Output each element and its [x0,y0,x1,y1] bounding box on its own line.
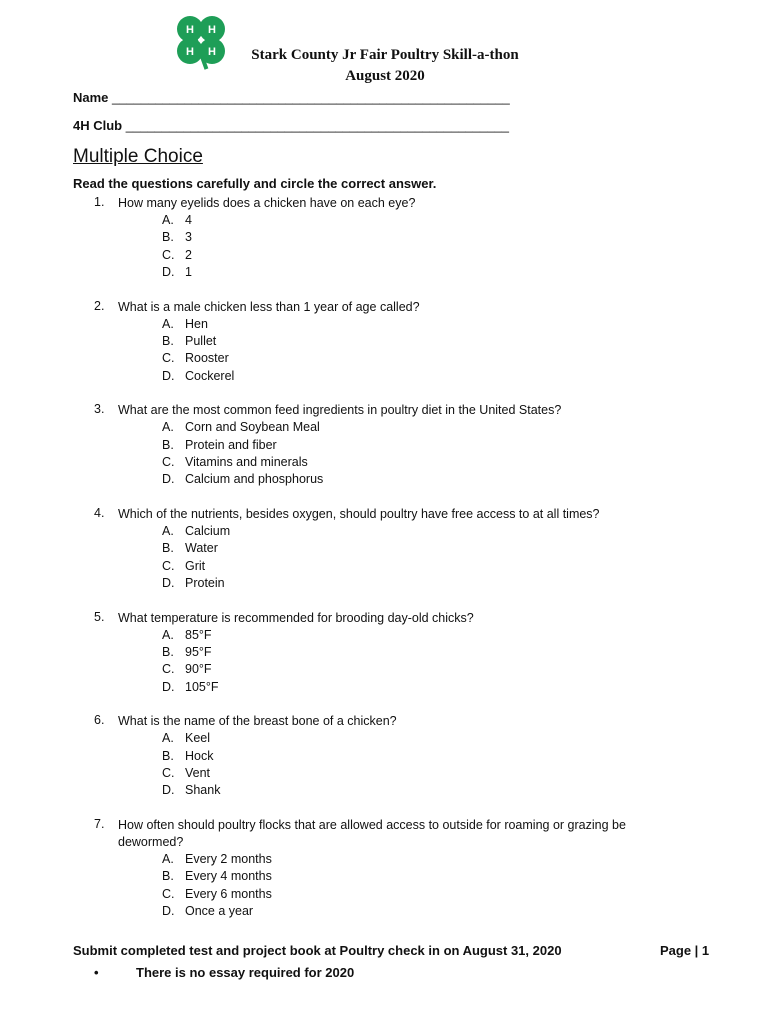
svg-text:H: H [186,24,194,36]
question-number [0,195,118,212]
answer-option[interactable] [0,419,768,436]
answer-option[interactable] [0,730,768,747]
option-text: 95°F [185,644,212,659]
answer-option[interactable] [0,437,768,454]
question-number-text: 6. [94,713,105,728]
option-text: Every 2 months [185,851,272,866]
club-label: 4H Club [73,118,123,133]
bullet-note [94,965,354,980]
question-row [0,195,768,212]
option-letter: D. [162,576,175,591]
option-letter: C. [162,662,175,677]
answer-option[interactable] [0,212,768,229]
question-6 [0,713,768,800]
question-7 [0,817,768,921]
option-letter: A. [162,731,174,746]
option-text: Cockerel [185,368,235,383]
answer-option[interactable] [0,903,768,920]
svg-text:H: H [208,46,216,58]
answer-option[interactable] [0,454,768,471]
title-line-1: Stark County Jr Fair Poultry Skill-a-thon [251,47,519,63]
option-text: 2 [185,247,192,262]
question-3 [0,402,768,489]
option-text: Calcium and phosphorus [185,472,324,487]
answer-option[interactable] [0,679,768,696]
option-letter: D. [162,903,175,918]
option-letter: B. [162,437,174,452]
option-letter: B. [162,334,174,349]
answer-option[interactable] [0,229,768,246]
option-letter: B. [162,869,174,884]
option-letter: C. [162,886,175,901]
option-text: Protein [185,576,225,591]
question-number [0,402,118,419]
question-number [0,713,118,730]
option-text: Calcium [185,523,231,538]
answer-option[interactable] [0,316,768,333]
page-number: Page | 1 [660,943,710,958]
option-letter: D. [162,472,175,487]
answer-option[interactable] [0,350,768,367]
option-letter: A. [162,627,174,642]
question-1 [0,195,768,282]
option-letter: D. [162,265,175,280]
question-number-text: 4. [94,505,105,520]
option-letter: C. [162,455,175,470]
question-number-text: 7. [94,816,105,831]
answer-option[interactable] [0,851,768,868]
question-row [0,506,768,523]
option-text: Grit [185,558,206,573]
question-row [0,713,768,730]
name-label: Name [73,90,109,105]
answer-option[interactable] [0,333,768,350]
option-text: 1 [185,265,192,280]
answer-option[interactable] [0,868,768,885]
answer-option[interactable] [0,471,768,488]
answer-option[interactable] [0,523,768,540]
4h-clover-icon [170,12,232,74]
option-letter: C. [162,558,175,573]
answer-option[interactable] [0,368,768,385]
question-number-text: 2. [94,298,105,313]
question-number-text: 3. [94,402,105,417]
question-text: How many eyelids does a chicken have on each eye? [118,196,416,210]
question-text: How often should poultry flocks that are allowed access to outside for roaming or grazing be dewormed? [118,817,626,849]
option-text: 90°F [185,662,212,677]
question-row [0,299,768,316]
option-text: Vitamins and minerals [185,455,308,470]
option-text: 105°F [185,679,219,694]
option-letter: A. [162,316,174,331]
question-4 [0,506,768,593]
option-letter: D. [162,368,175,383]
submit-note: Submit completed test and project book at Poultry check in on August 31, 2020 [73,943,562,958]
option-text: Water [185,541,218,556]
answer-option[interactable] [0,886,768,903]
option-letter: B. [162,230,174,245]
option-letter: A. [162,523,174,538]
question-number [0,817,118,851]
answer-option[interactable] [0,575,768,592]
question-text: Which of the nutrients, besides oxygen, should poultry have free access to at all times? [118,506,600,521]
question-text: What is the name of the breast bone of a chicken? [118,714,397,729]
club-line[interactable]: _____________________________________________________ [125,118,509,133]
option-text: Pullet [185,334,217,349]
option-text: Protein and fiber [185,437,277,452]
question-text: What temperature is recommended for brooding day-old chicks? [118,610,474,625]
option-text: 85°F [185,627,212,642]
bullet-icon: • [94,965,99,980]
instructions: Read the questions carefully and circle the correct answer. [73,176,437,191]
bullet-text: There is no essay required for 2020 [136,965,355,980]
question-number-text: 5. [94,609,105,624]
option-text: Keel [185,731,211,746]
option-letter: C. [162,247,175,262]
answer-option[interactable] [0,264,768,281]
question-row [0,817,768,851]
option-text: Once a year [185,903,254,918]
answer-option[interactable] [0,558,768,575]
document-title [240,45,530,87]
answer-option[interactable] [0,765,768,782]
svg-text:H: H [186,46,194,58]
option-text: Hock [185,748,214,763]
option-letter: B. [162,644,174,659]
answer-option[interactable] [0,644,768,661]
svg-text:H: H [208,24,216,36]
club-field[interactable] [73,118,509,133]
option-text: Every 4 months [185,869,272,884]
option-text: 4 [185,213,192,227]
section-title: Multiple Choice [73,146,203,167]
answer-option[interactable] [0,782,768,799]
question-2 [0,299,768,386]
option-letter: A. [162,851,174,866]
name-line[interactable]: _______________________________________________________ [112,90,510,105]
option-letter: B. [162,748,174,763]
answer-option[interactable] [0,247,768,264]
option-letter: B. [162,541,174,556]
option-letter: C. [162,351,175,366]
question-number [0,610,118,627]
question-number [0,506,118,523]
question-row [0,610,768,627]
option-text: Every 6 months [185,886,272,901]
option-text: Corn and Soybean Meal [185,420,320,435]
question-list [0,195,768,937]
option-letter: A. [162,213,174,227]
option-text: Rooster [185,351,229,366]
option-text: Vent [185,765,211,780]
question-text: What is a male chicken less than 1 year of age called? [118,299,420,314]
question-row [0,402,768,419]
title-line-2: August 2020 [345,68,425,84]
question-text: What are the most common feed ingredients in poultry diet in the United States? [118,403,562,418]
answer-option[interactable] [0,540,768,557]
name-field[interactable] [73,90,510,105]
question-number [0,299,118,316]
option-text: 3 [185,230,192,245]
answer-option[interactable] [0,748,768,765]
option-text: Shank [185,783,221,798]
question-5 [0,610,768,697]
option-letter: D. [162,679,175,694]
question-number-text: 1. [94,195,105,209]
option-text: Hen [185,316,208,331]
answer-option[interactable] [0,661,768,678]
option-letter: D. [162,783,175,798]
option-letter: A. [162,420,174,435]
option-letter: C. [162,765,175,780]
answer-option[interactable] [0,627,768,644]
